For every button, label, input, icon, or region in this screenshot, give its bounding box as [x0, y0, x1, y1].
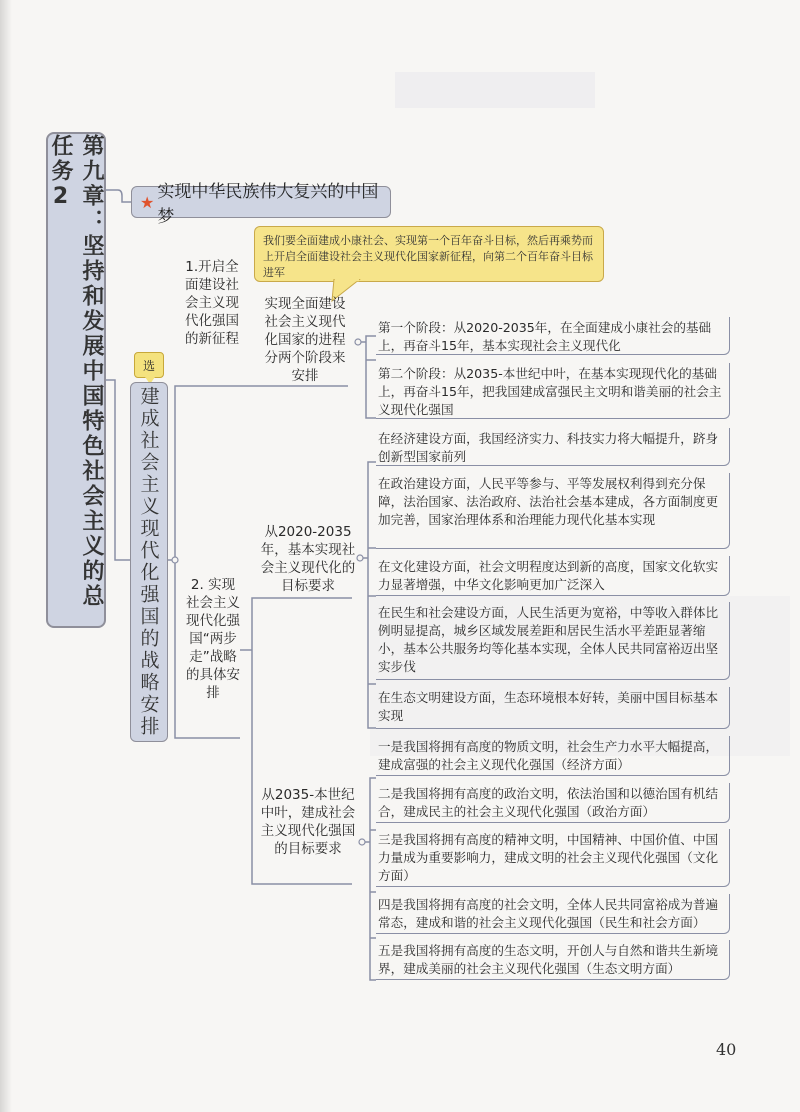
select-tag	[134, 352, 164, 378]
junction-dot	[355, 339, 361, 345]
chapter-title-box	[46, 132, 106, 628]
section2-item: 四是我国将拥有高度的社会文明，全体人民共同富裕成为普遍常态，建成和谐的社会主义现代化强国（民生和社会方面）	[376, 894, 730, 934]
section2-item: 三是我国将拥有高度的精神文明，中国精神、中国价值、中国力量成为重要影响力，建成文明的社会主义现代化强国（文化方面）	[376, 829, 730, 887]
section2-item: 五是我国将拥有高度的生态文明，开创人与自然和谐共生新境界，建成美丽的社会主义现代化强国（生态文明方面）	[376, 940, 730, 980]
branch-chinese-dream	[131, 182, 391, 227]
section2-item: 在生态文明建设方面，生态环境根本好转，美丽中国目标基本实现	[376, 687, 730, 729]
section1-item: 第一个阶段：从2020-2035年，在全面建成小康社会的基础上，再奋斗15年，基本实现社会主义现代化	[376, 317, 730, 355]
section2-title: 2. 实现社会主义现代化强国“两步走”战略的具体安排	[186, 577, 240, 701]
section1-title: 1.开启全面建设社会主义现代化强国的新征程	[185, 259, 239, 347]
section2-item: 在经济建设方面，我国经济实力、科技实力将大幅提升，跻身创新型国家前列	[376, 428, 730, 466]
connector-main-spine	[168, 386, 185, 560]
section1-item: 第二个阶段：从2035-本世纪中叶，在基本实现现代化的基础上，再奋斗15年，把我国建成富强民主文明和谐美丽的社会主义现代化强国	[376, 363, 730, 419]
connector-sub2b-to-items	[362, 778, 376, 980]
section2-item: 一是我国将拥有高度的物质文明，社会生产力水平大幅提高，建成富强的社会主义现代化强国（经济方面）	[376, 736, 730, 776]
connector-main-to-sec2	[175, 560, 185, 738]
star-icon: ★	[140, 192, 155, 212]
section2-item: 二是我国将拥有高度的政治文明，依法治国和以德治国有机结合，建成民主的社会主义现代化强国（政治方面）	[376, 783, 730, 823]
main-topic-box	[130, 382, 168, 742]
branch-chinese-dream-label: 实现中华民族伟大复兴的中国梦	[157, 182, 379, 227]
section2-sub2: 从2035-本世纪中叶，建成社会主义现代化强国的目标要求	[260, 787, 356, 857]
junction-dot	[359, 839, 365, 845]
callout-note	[254, 226, 604, 282]
connector-title-spine	[106, 380, 130, 560]
section2-item: 在民生和社会建设方面，人民生活更为宽裕，中等收入群体比例明显提高，城乡区域发展差距和居民生活水平差距显著缩小，基本公共服务均等化基本实现，全体人民共同富裕迈出坚实步伐	[376, 602, 730, 680]
section2-sub1: 从2020-2035年，基本实现社会主义现代化的目标要求	[260, 524, 356, 594]
connector-sub2a-to-items	[360, 462, 376, 728]
callout-text: 我们要全面建成小康社会、实现第一个百年奋斗目标，然后再乘势而上开启全面建设社会主义现代化国家新征程，向第二个百年奋斗目标进军	[263, 234, 593, 279]
connector-sec2-to-subs	[240, 598, 262, 884]
connector-sub1-to-items	[358, 336, 376, 418]
junction-dot	[357, 555, 363, 561]
connector-title-to-top	[106, 190, 131, 202]
chapter-title: 第九章：坚持和发展中国特色社会主义的总任务2	[48, 134, 104, 609]
section2-item: 在文化建设方面，社会文明程度达到新的高度，国家文化软实力显著增强，中华文化影响更加广泛深入	[376, 556, 730, 596]
page-number: 40	[716, 1040, 737, 1059]
junction-dot	[172, 557, 178, 563]
main-topic: 建成社会主义现代化强国的战略安排	[137, 386, 160, 738]
select-tag-label: 选	[142, 358, 155, 373]
section1-sub: 实现全面建设社会主义现代化国家的进程分两个阶段来安排	[264, 296, 346, 384]
section2-item: 在政治建设方面，人民平等参与、平等发展权利得到充分保障，法治国家、法治政府、法治社会基本建成，各方面制度更加完善，国家治理体系和治理能力现代化基本实现	[376, 473, 730, 549]
